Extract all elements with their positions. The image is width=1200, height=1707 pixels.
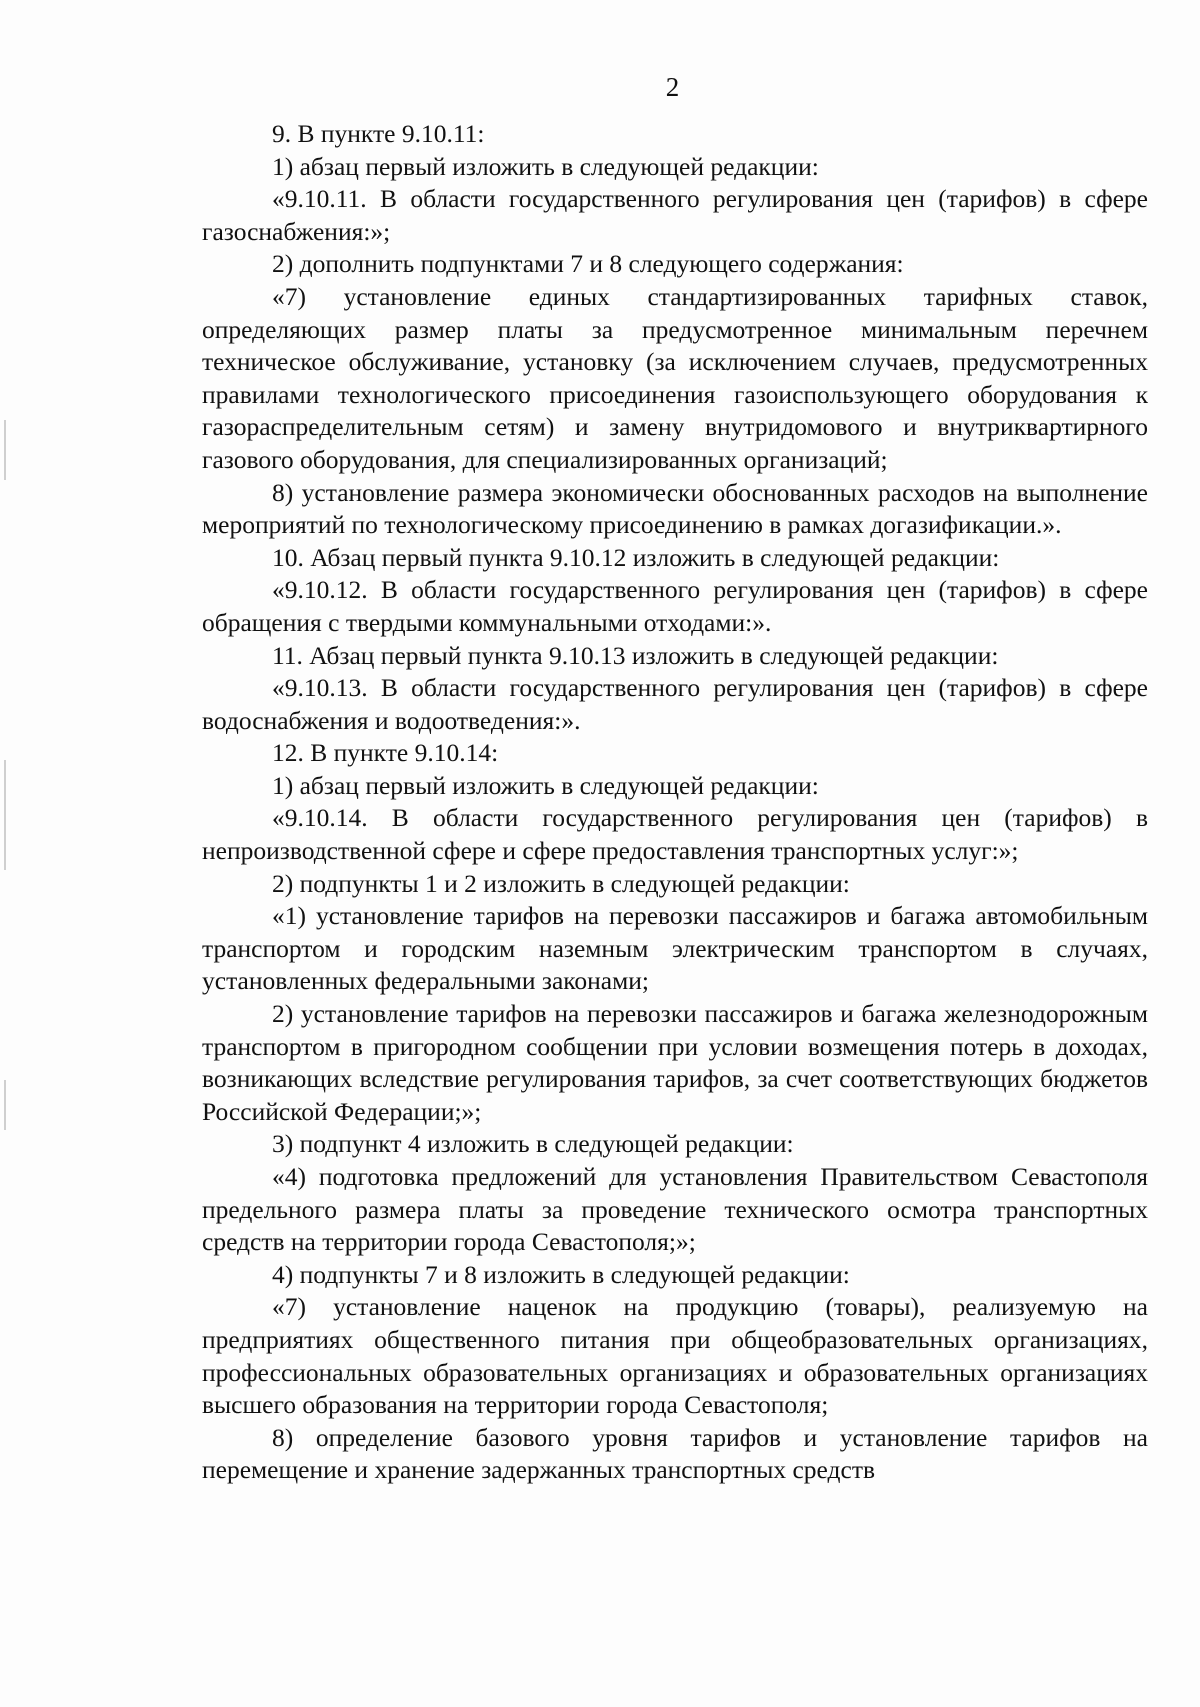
paragraph: «4) подготовка предложений для установления Правительством Севастополя предельного размера платы за проведение технического осмотра транспортных средств на территории города Севастополя;»;: [202, 1162, 1148, 1257]
paragraph: «9.10.12. В области государственного регулирования цен (тарифов) в сфере обращения с твердыми коммунальными отходами:».: [202, 575, 1148, 637]
document-body: [202, 118, 1148, 1487]
scan-artifact: [4, 1080, 6, 1130]
paragraph: «1) установление тарифов на перевозки пассажиров и багажа автомобильным транспортом и городским наземным электрическим транспортом в случаях, установленных федеральными законами;: [202, 901, 1148, 996]
paragraph: 8) определение базового уровня тарифов и установление тарифов на перемещение и хранение задержанных транспортных средств: [202, 1422, 1148, 1485]
paragraph: 8) установление размера экономически обоснованных расходов на выполнение мероприятий по технологическому присоединению в рамках догазификации.».: [202, 477, 1148, 540]
paragraph: 2) подпункты 1 и 2 изложить в следующей редакции:: [272, 868, 850, 898]
scan-artifact: [4, 760, 6, 870]
paragraph: 3) подпункт 4 изложить в следующей редакции:: [272, 1129, 794, 1159]
paragraph: «7) установление наценок на продукцию (товары), реализуемую на предприятиях общественного питания при общеобразовательных организациях, профессиональных образовательных организациях и образовательных организациях высшего образования на территории города Севастополя;: [202, 1292, 1148, 1420]
paragraph: «9.10.11. В области государственного регулирования цен (тарифов) в сфере газоснабжения:»;: [202, 184, 1148, 246]
paragraph: 1) абзац первый изложить в следующей редакции:: [272, 151, 819, 181]
paragraph: 4) подпункты 7 и 8 изложить в следующей редакции:: [272, 1259, 850, 1289]
paragraph: 12. В пункте 9.10.14:: [272, 738, 499, 768]
paragraph: 1) абзац первый изложить в следующей редакции:: [272, 770, 819, 800]
paragraph: «9.10.14. В области государственного регулирования цен (тарифов) в непроизводственной сфере и сфере предоставления транспортных услуг:»;: [202, 803, 1148, 866]
paragraph: «7) установление единых стандартизированных тарифных ставок, определяющих размер платы за предусмотренное минимальным перечнем техническое обслуживание, установку (за исключением случаев, предусмотренных правилами технологического присоединения газоиспользующего оборудования к газораспределительным сетям) и замену внутридомового и внутриквартирного газового оборудования, для специализированных организаций;: [202, 281, 1148, 474]
scan-artifact: [4, 420, 6, 480]
paragraph: 9. В пункте 9.10.11:: [272, 119, 485, 148]
paragraph: 11. Абзац первый пункта 9.10.13 изложить в следующей редакции:: [272, 640, 999, 670]
page-number: 2: [665, 72, 680, 102]
paragraph: 2) установление тарифов на перевозки пассажиров и багажа железнодорожным транспортом в пригородном сообщении при условии возмещения потерь в доходах, возникающих вследствие регулирования тарифов, за счет соответствующих бюджетов Российской Федерации;»;: [202, 999, 1148, 1126]
paragraph: 2) дополнить подпунктами 7 и 8 следующего содержания:: [272, 249, 904, 279]
paragraph: 10. Абзац первый пункта 9.10.12 изложить в следующей редакции:: [272, 542, 1000, 572]
paragraph: «9.10.13. В области государственного регулирования цен (тарифов) в сфере водоснабжения и водоотведения:».: [202, 673, 1148, 735]
